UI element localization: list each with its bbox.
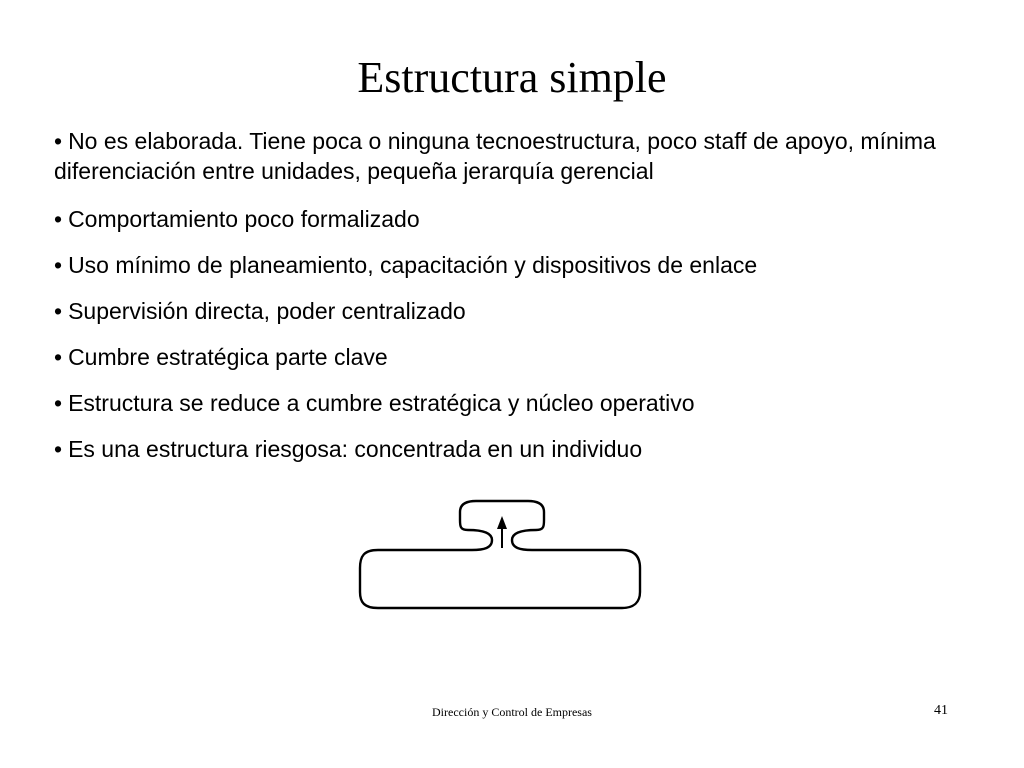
structure-outline bbox=[360, 501, 640, 608]
bullet-item bbox=[54, 126, 974, 186]
bullet-text: Supervisión directa, poder centralizado bbox=[68, 298, 466, 324]
bullet-dot: • bbox=[54, 252, 63, 278]
bullet-item bbox=[54, 250, 974, 280]
bullet-dot: • bbox=[54, 390, 63, 416]
bullet-text: No es elaborada. Tiene poca o ninguna tecnoestructura, poco staff de apoyo, mínima diferenciación entre unidades, pequeña jerarquía gerencial bbox=[54, 128, 936, 184]
simple-structure-diagram bbox=[352, 496, 652, 626]
bullet-text: Uso mínimo de planeamiento, capacitación y dispositivos de enlace bbox=[68, 252, 758, 278]
bullet-dot: • bbox=[54, 344, 63, 370]
bullet-text: Cumbre estratégica parte clave bbox=[68, 344, 388, 370]
bullet-item bbox=[54, 388, 974, 418]
bullet-item bbox=[54, 296, 974, 326]
bullet-item bbox=[54, 434, 974, 464]
bullet-text: Es una estructura riesgosa: concentrada en un individuo bbox=[68, 436, 643, 462]
footer-course-name: Dirección y Control de Empresas bbox=[432, 705, 592, 719]
slide-title: Estructura simple bbox=[357, 53, 667, 102]
bullet-dot: • bbox=[54, 128, 63, 154]
bullet-dot: • bbox=[54, 206, 63, 232]
bullet-item bbox=[54, 342, 974, 372]
bullet-dot: • bbox=[54, 298, 63, 324]
bullet-dot: • bbox=[54, 436, 63, 462]
supervision-arrow-head bbox=[497, 516, 507, 529]
bullet-item bbox=[54, 204, 974, 234]
page-number: 41 bbox=[934, 703, 948, 718]
bullet-list bbox=[54, 126, 974, 480]
bullet-text: Comportamiento poco formalizado bbox=[68, 206, 420, 232]
bullet-text: Estructura se reduce a cumbre estratégica y núcleo operativo bbox=[68, 390, 695, 416]
